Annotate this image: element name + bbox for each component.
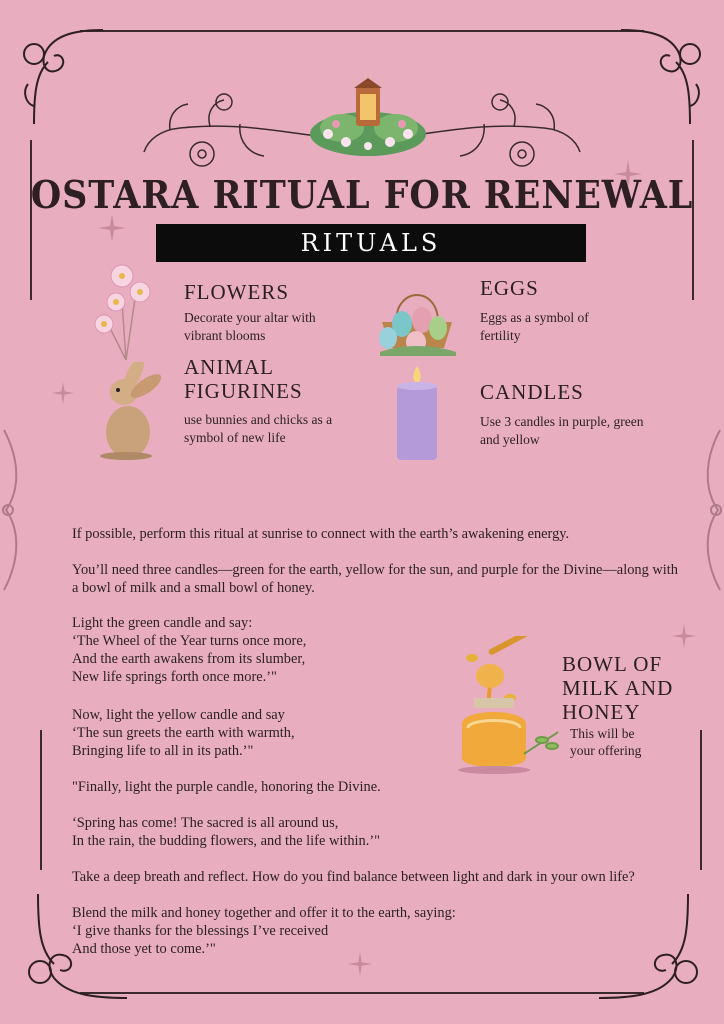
frame-left-line-bottom [40, 730, 42, 870]
corner-flourish-top-right-icon [616, 14, 706, 134]
yellow-candle-instruction: Now, light the yellow candle and say [72, 707, 285, 723]
offering-heading-line: BOWL OF [562, 652, 663, 676]
frame-right-line-bottom [700, 730, 702, 870]
item-heading-flowers: FLOWERS [184, 280, 290, 304]
frame-left-line-top [30, 140, 32, 300]
yellow-candle-verse-line: Bringing life to all in its path.’" [72, 743, 254, 759]
sparkle-icon [52, 382, 74, 404]
item-heading-candles: CANDLES [480, 380, 584, 404]
honey-jar-icon [454, 636, 560, 776]
yellow-candle-verse-line: ‘The sun greets the earth with warmth, [72, 725, 295, 741]
item-description-animal-figurines: use bunnies and chicks as a symbol of new life [184, 412, 333, 445]
sparkle-icon [98, 214, 126, 242]
item-description-eggs: Eggs as a symbol of fertility [480, 310, 589, 343]
green-candle-instruction: Light the green candle and say: [72, 615, 253, 631]
sparkle-icon [348, 952, 372, 976]
purple-candle-verse-line: ‘Spring has come! The sacred is all around us, [72, 815, 339, 831]
offering-description-line: your offering [570, 743, 642, 758]
corner-flourish-bottom-right-icon [594, 888, 704, 1014]
item-description-flowers: Decorate your altar with vibrant blooms [184, 310, 316, 343]
offering-heading-line: HONEY [562, 700, 641, 724]
candle-icon [394, 362, 440, 462]
flowers-icon [92, 262, 156, 362]
offering-description-line: This will be [570, 726, 635, 741]
offering-instruction: Blend the milk and honey together and offer it to the earth, saying: [72, 905, 456, 921]
side-ornament-right-icon [694, 420, 724, 600]
sparkle-icon [672, 624, 696, 648]
paragraph-reflection: Take a deep breath and reflect. How do you find balance between light and dark in your own life? [72, 869, 635, 885]
purple-candle-verse-line: In the rain, the budding flowers, and the life within.’" [72, 833, 381, 849]
item-description-candles: Use 3 candles in purple, green and yellow [480, 414, 644, 447]
paragraph-sunrise: If possible, perform this ritual at sunrise to connect with the earth’s awakening energy. [72, 526, 570, 542]
green-candle-verse-line: ‘The Wheel of the Year turns once more, [72, 633, 307, 649]
frame-bottom-line [80, 992, 644, 994]
paragraph-supplies: You’ll need three candles—green for the earth, yellow for the sun, and purple for the Divine—along with a bowl of milk and a small bowl of honey. [72, 562, 678, 596]
offering-verse-line: ‘I give thanks for the blessings I’ve received [72, 923, 329, 939]
frame-top-line [80, 30, 644, 32]
item-heading-animal-figurines: ANIMAL FIGURINES [184, 355, 303, 403]
bunny-icon [96, 362, 162, 462]
lantern-wreath-icon [306, 76, 430, 160]
corner-flourish-top-left-icon [18, 14, 108, 134]
floral-branch-right-icon [404, 92, 584, 172]
green-candle-verse-line: And the earth awakens from its slumber, [72, 651, 306, 667]
side-ornament-left-icon [0, 420, 30, 600]
purple-candle-instruction: "Finally, light the purple candle, honoring the Divine. [72, 779, 381, 795]
floral-branch-left-icon [140, 92, 320, 172]
offering-verse-line: And those yet to come.’" [72, 941, 216, 957]
page-title: OSTARA RITUAL FOR RENEWAL [30, 172, 694, 217]
offering-heading-line: MILK AND [562, 676, 674, 700]
easter-eggs-icon [372, 272, 462, 356]
frame-right-line-top [692, 140, 694, 300]
section-banner: RITUALS [156, 224, 586, 262]
green-candle-verse-line: New life springs forth once more.’" [72, 669, 277, 685]
item-heading-eggs: EGGS [480, 276, 539, 300]
